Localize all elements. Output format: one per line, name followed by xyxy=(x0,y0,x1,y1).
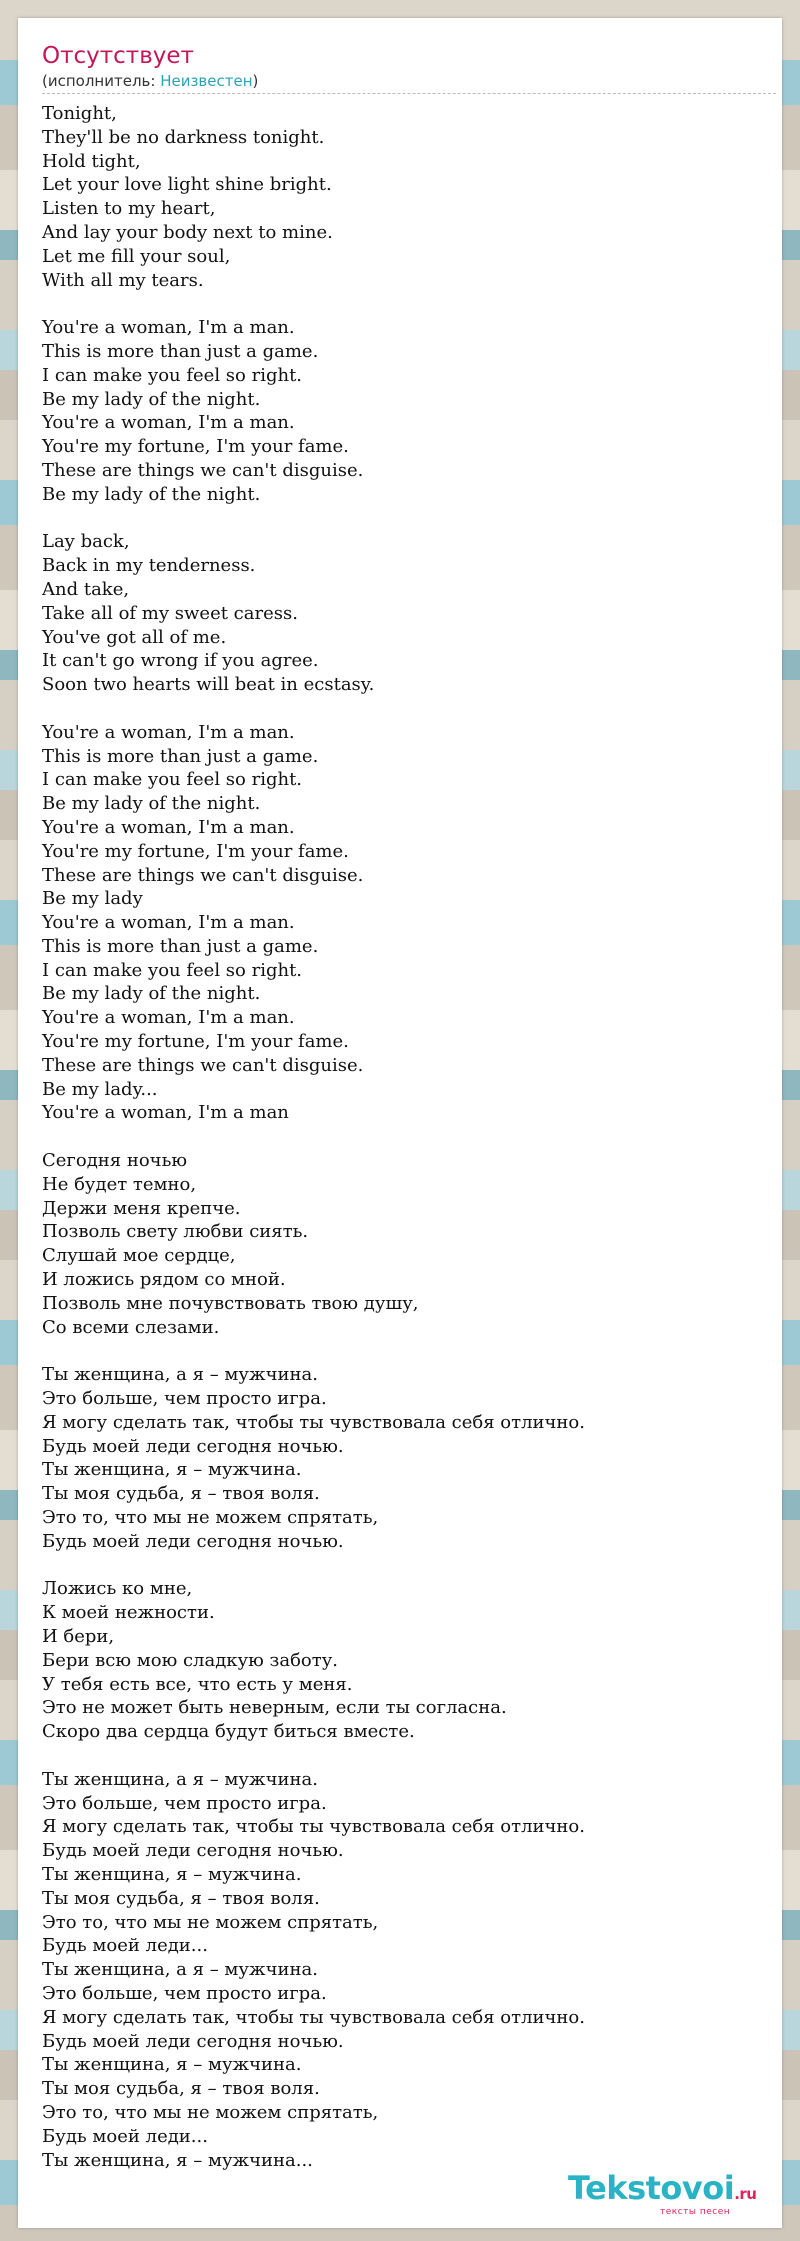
logo-name: Tekstovoi xyxy=(568,2169,735,2207)
lyrics-text: Tonight, They'll be no darkness tonight. Hold tight, Let your love light shine bright. Listen to my heart, And lay your body next to mine. Let me fill your soul, With all my tears. You're a woman, I'm a man. This is more than just a game. I can make you feel so right. Be my lady of the night. You're a woman, I'm a man. You're my fortune, I'm your fame. These are things we can't disguise. Be my lady of the night. Lay back, Back in my tenderness. And take, Take all of my sweet caress. You've got all of me. It can't go wrong if you agree. Soon two hearts will beat in ecstasy. You're a woman, I'm a man. This is more than just a game. I can make you feel so right. Be my lady of the night. You're a woman, I'm a man. You're my fortune, I'm your fame. These are things we can't disguise. Be my lady You're a woman, I'm a man. This is more than just a game. I can make you feel so right. Be my lady of the night. You're a woman, I'm a man. You're my fortune, I'm your fame. These are things we can't disguise. Be my lady... You're a woman, I'm a man Сегодня ночью Не будет темно, Держи меня крепче. Позволь свету любви сиять. Слушай мое сердце, И ложись рядом со мной. Позволь мне почувствовать твою душу, Со всеми слезами. Ты женщина, а я – мужчина. Это больше, чем просто игра. Я могу сделать так, чтобы ты чувствовала себя отлично. Будь моей леди сегодня ночью. Ты женщина, я – мужчина. Ты моя судьба, я – твоя воля. Это то, что мы не можем спрятать, Будь моей леди сегодня ночью. Ложись ко мне, К моей нежности. И бери, Бери всю мою сладкую заботу. У тебя есть все, что есть у меня. Это не может быть неверным, если ты согласна. Скоро два сердца будут биться вместе. Ты женщина, а я – мужчина. Это больше, чем просто игра. Я могу сделать так, чтобы ты чувствовала себя отлично. Будь моей леди сегодня ночью. Ты женщина, я – мужчина. Ты моя судьба, я – твоя воля. Это то, что мы не можем спрятать, Будь моей леди... Ты женщина, а я – мужчина. Это больше, чем просто игра. Я могу сделать так, чтобы ты чувствовала себя отлично. Будь моей леди сегодня ночью. Ты женщина, я – мужчина. Ты моя судьба, я – твоя воля. Это то, что мы не можем спрятать, Будь моей леди... Ты женщина, я – мужчина... xyxy=(42,103,585,2171)
artist-link[interactable]: Неизвестен xyxy=(160,72,253,90)
artist-suffix: ) xyxy=(252,72,259,90)
lyrics-page xyxy=(18,18,782,2228)
song-title: Отсутствует xyxy=(42,43,194,69)
artist-line xyxy=(42,70,776,94)
site-logo[interactable] xyxy=(568,2170,788,2220)
logo-tagline: тексты песен xyxy=(660,2207,731,2217)
logo-tld: .ru xyxy=(734,2185,757,2203)
artist-prefix: (исполнитель: xyxy=(42,72,161,90)
